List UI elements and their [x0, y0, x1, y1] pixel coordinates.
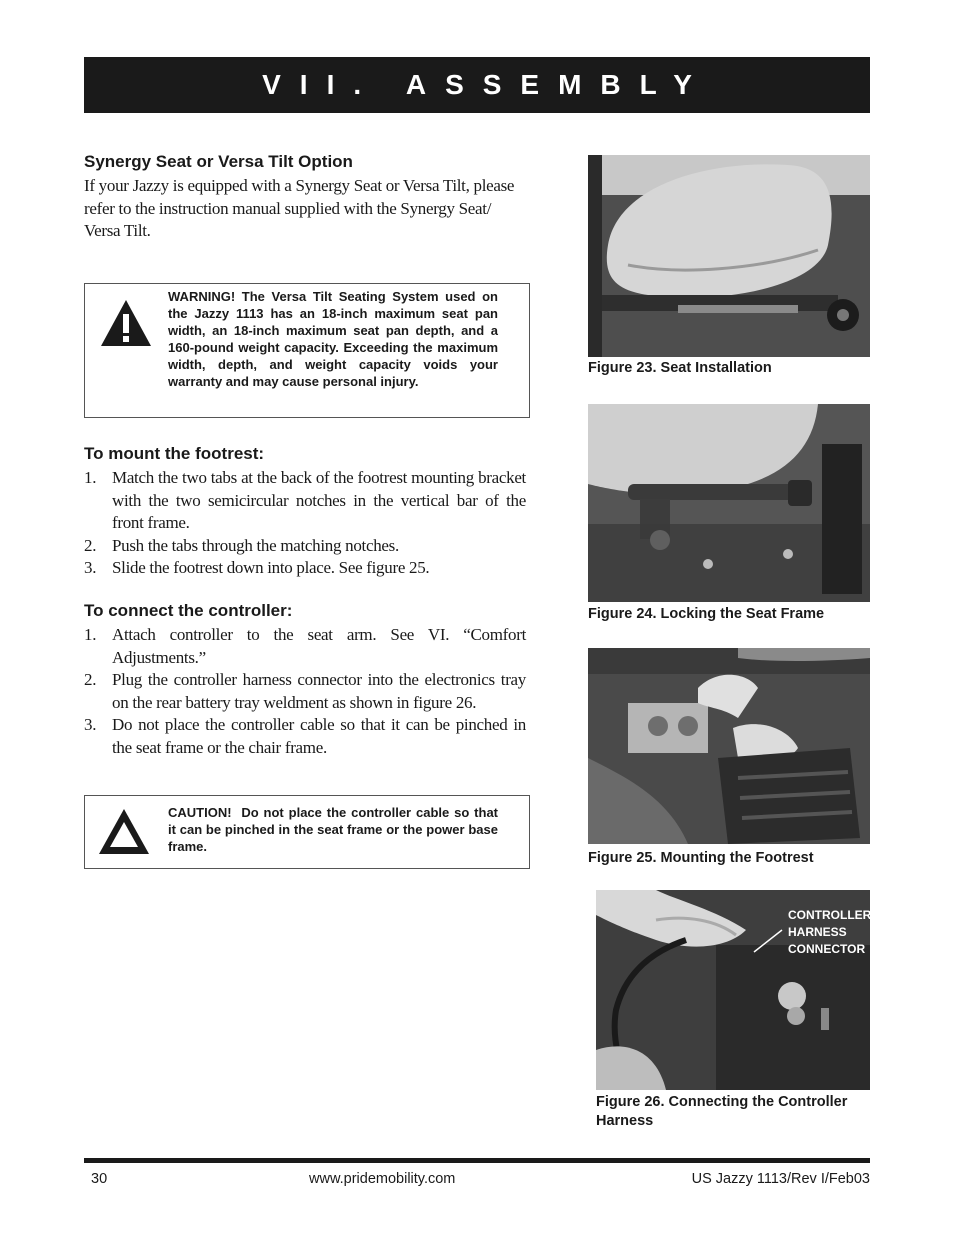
list-item [84, 714, 526, 759]
list-item [84, 624, 526, 669]
step-number: 2. [84, 535, 97, 555]
callout-line-1: CONTROLLER [788, 908, 872, 922]
caution-body: Do not place the controller cable so that it can be pinched in the seat frame or the power base frame. [168, 805, 498, 854]
mounting-footrest-illustration [588, 648, 870, 844]
figure-23-photo [588, 155, 870, 357]
figure-25-photo [588, 648, 870, 844]
step-text: Push the tabs through the matching notches. [112, 535, 399, 555]
footer-website: www.pridemobility.com [309, 1171, 456, 1187]
callout-line-3: CONNECTOR [788, 942, 866, 956]
exclamation-warning-icon [100, 299, 152, 347]
controller-steps [84, 624, 526, 759]
footer-doc-id: US Jazzy 1113/Rev I/Feb03 [691, 1171, 870, 1187]
caution-label: CAUTION! [168, 805, 232, 820]
footrest-steps [84, 467, 526, 580]
page-number: 30 [91, 1171, 108, 1187]
figure-23-caption: Figure 23. Seat Installation [588, 360, 772, 376]
warning-text: WARNING! The Versa Tilt Seating System used on the Jazzy 1113 has an 18-inch maximum seat pan width, an 18-inch maximum seat pan depth, and a 160-pound weight capacity. Exceeding the maximum width, depth, and weight capacity voids your warranty and may cause personal injury. [168, 289, 498, 389]
list-item [84, 557, 526, 580]
figure-25-caption: Figure 25. Mounting the Footrest [588, 850, 814, 866]
section-title: VII. ASSEMBLY [262, 69, 711, 100]
step-text: Match the two tabs at the back of the footrest mounting bracket with the two semicircular notches in the vertical bar of the front frame. [112, 468, 526, 532]
callout-line-2: HARNESS [788, 925, 847, 939]
step-number: 1. [84, 468, 97, 487]
footrest-heading: To mount the footrest: [84, 444, 265, 463]
triangle-caution-icon [98, 808, 150, 855]
synergy-paragraph [84, 175, 534, 243]
step-number: 3. [84, 558, 97, 577]
list-item [84, 467, 526, 535]
synergy-line-1: If your Jazzy is equipped with a Synergy Seat or Versa Tilt, please [84, 176, 515, 195]
caution-text [168, 804, 498, 855]
figure-26-callout [788, 907, 870, 958]
controller-heading: To connect the controller: [84, 601, 293, 620]
figure-26-caption: Figure 26. Connecting the Controller Harness [596, 1094, 848, 1129]
figure-24-photo [588, 404, 870, 602]
footer-rule [84, 1158, 870, 1163]
step-text: Attach controller to the seat arm. See VI. “Comfort Adjustments.” [112, 625, 526, 667]
list-item [84, 535, 526, 558]
synergy-line-2: refer to the instruction manual supplied with the Synergy Seat/ [84, 198, 492, 218]
warning-box [84, 283, 530, 418]
synergy-heading: Synergy Seat or Versa Tilt Option [84, 152, 353, 171]
figure-24-caption: Figure 24. Locking the Seat Frame [588, 606, 825, 622]
step-number: 2. [84, 670, 97, 689]
step-text: Slide the footrest down into place. See figure 25. [112, 558, 430, 577]
step-number: 3. [84, 715, 97, 734]
caution-box [84, 795, 530, 869]
seat-installation-illustration [588, 155, 870, 357]
synergy-line-3: Versa Tilt. [84, 221, 151, 240]
step-text: Do not place the controller cable so that it can be pinched in the seat frame or the chair frame. [112, 715, 526, 757]
step-number: 1. [84, 625, 97, 644]
step-text: Plug the controller harness connector into the electronics tray on the rear battery tray weldment as shown in figure 26. [112, 670, 526, 712]
list-item [84, 669, 526, 714]
locking-seat-frame-illustration [588, 404, 870, 602]
section-title-banner [84, 57, 870, 113]
